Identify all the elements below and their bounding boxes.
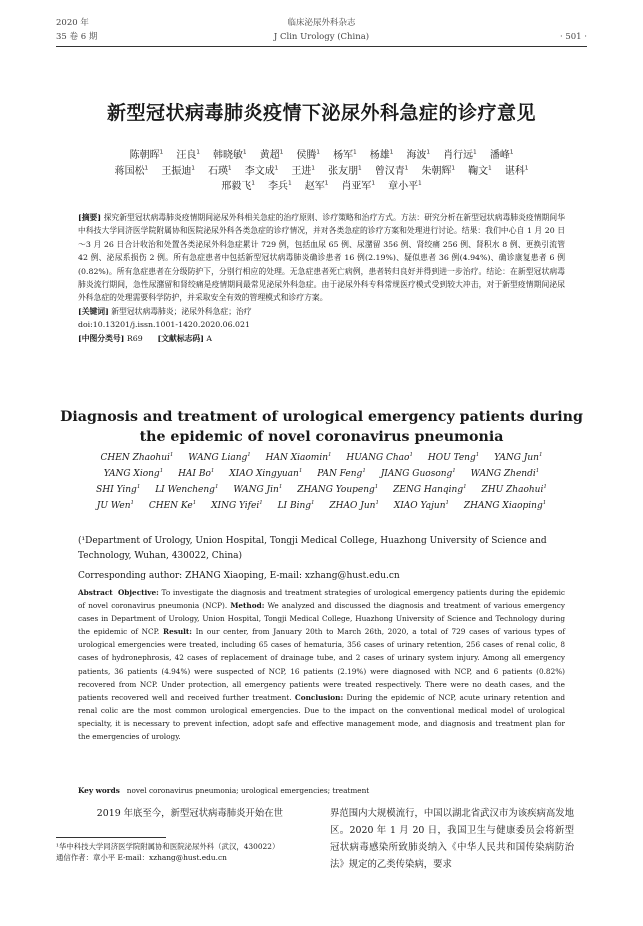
author-affiliation-mark: 1 [542, 500, 547, 506]
header-center [56, 16, 587, 44]
conclusion-label: Conclusion: [294, 692, 344, 702]
class-value: R69 [126, 333, 143, 343]
author-affiliation-mark: 1 [324, 180, 329, 187]
author-name [421, 166, 455, 177]
author-name [188, 453, 251, 463]
author-name [221, 181, 255, 192]
author-name-text: 章小平 [388, 181, 419, 192]
author-name-text: 潘峰 [489, 150, 510, 161]
author-name [245, 166, 279, 177]
author-affiliation-mark: 1 [196, 149, 200, 156]
author-name-text: ZHAO Jun [329, 501, 376, 511]
author-name-text: 石瑛 [208, 165, 229, 177]
author-name-text: WANG Zhendi [470, 469, 536, 479]
doi: doi:10.13201/j.issn.1001-1420.2020.06.021 [78, 320, 250, 330]
author-affiliation-mark: 1 [404, 165, 409, 172]
author-name [211, 501, 263, 511]
author-name [104, 469, 163, 479]
author-name [329, 501, 379, 511]
objective-text: To investigate the diagnosis and treatment strategies of urological emergency patients during the epidemic of novel coronavirus pneumonia (NCP). [78, 588, 565, 611]
author-name-text: 朱朝辉 [421, 165, 452, 177]
footnote-correspondence: 通信作者：章小平 E-mail：xzhang@hust.edu.cn [56, 853, 227, 862]
author-name [233, 485, 282, 495]
author-affiliation-mark: 1 [374, 484, 379, 490]
author-affiliation-mark: 1 [210, 468, 215, 474]
author-name-text: 肖亚军 [341, 181, 372, 192]
author-affiliation-mark: 1 [389, 149, 394, 156]
author-name [394, 501, 449, 511]
author-affiliation-mark: 1 [159, 468, 164, 474]
author-affiliation-mark: 1 [353, 149, 357, 156]
author-name-text: HOU Teng [427, 453, 476, 463]
corresponding-author-english: Corresponding author: ZHANG Xiaoping, E-mail: xzhang@hust.edu.cn [78, 571, 400, 581]
author-name [328, 166, 362, 177]
author-affiliation-mark: 1 [451, 165, 455, 172]
footnote-rule [56, 837, 166, 838]
author-name [260, 150, 284, 161]
author-name-text: 谌科 [504, 165, 525, 177]
author-name [268, 181, 292, 192]
author-affiliation-mark: 1 [130, 500, 134, 506]
author-affiliation-mark: 1 [191, 165, 195, 172]
author-name-text: 赵军 [304, 181, 325, 192]
author-name [96, 485, 140, 495]
author-affiliation-mark: 1 [426, 149, 430, 156]
doc-code-value: A [206, 333, 213, 343]
author-name [278, 501, 315, 511]
keywords-en-value: novel coronavirus pneumonia; urological emergencies; treatment [126, 786, 370, 795]
author-affiliation-mark: 1 [463, 484, 467, 490]
classification [78, 332, 565, 345]
method-text: We analyzed and discussed the diagnosis and treatment of various emergency cases in Department of Urology, Union Hospital, Tongji Medical College, Huazhong University of Science and Technology during the epidemic of NCP. [78, 601, 565, 637]
author-affiliation-mark: 1 [159, 149, 164, 156]
author-affiliation-mark: 1 [445, 500, 450, 506]
author-affiliation-mark: 1 [259, 500, 263, 506]
header-volume-issue: 35 卷 6 期 [56, 32, 98, 42]
header-journal-en: J Clin Urology (China) [273, 32, 370, 42]
author-affiliation-mark: 1 [358, 165, 362, 172]
author-name [494, 453, 542, 463]
author-name-text: 蒋国松 [114, 165, 145, 177]
author-name-text: LI Wencheng [155, 485, 215, 495]
author-name [428, 453, 479, 463]
abstract-english [78, 586, 565, 743]
author-affiliation-mark: 1 [452, 468, 456, 474]
author-affiliation-mark: 1 [311, 165, 315, 172]
header-year: 2020 年 [56, 18, 89, 28]
author-affiliation-mark: 1 [473, 149, 477, 156]
doc-code-label: [文献标志码] [157, 333, 204, 343]
author-name [297, 485, 378, 495]
abstract-en-label: Abstract [78, 588, 113, 597]
author-name [468, 166, 492, 177]
result-text: In our center, from January 20th to March 26th, 2020, a total of 729 cases of various types of urological emergencies were treated, including 65 cases of hematuria, 356 cases of urinary retention, 256 cases of renal colic, 8 cases of hydronephrosis, 42 cases of replacement of drainage tube, and 2 cases of urinary system injury. Among all emergency patients, 36 patients (4.94%) were suspected of NCP, 16 patients (2.19%) were diagnosed with NCP, and 6 patients (0.82%) recovered from NCP. Under protection, all emergency patients were treated respectively. There were no death cases, and the patients recovered well and received further treatment. [78, 627, 566, 702]
result-label: Result: [163, 627, 192, 637]
author-list-english [90, 450, 553, 514]
author-affiliation-mark: 1 [274, 165, 279, 172]
author-name-text: 李兵 [268, 181, 289, 192]
author-name [346, 453, 413, 463]
author-affiliation-mark: 1 [538, 452, 543, 458]
author-name-text: 张友朋 [328, 165, 359, 177]
author-name [333, 150, 357, 161]
author-affiliation-mark: 1 [243, 149, 247, 156]
author-name-text: 邢毅飞 [221, 181, 252, 192]
author-name-text: 杨雄 [369, 150, 390, 161]
author-affiliation-mark: 1 [279, 149, 284, 156]
author-name [443, 150, 477, 161]
author-name-text: 李文成 [244, 165, 275, 177]
objective-label: Objective: [117, 588, 159, 597]
affiliation-english: (¹Department of Urology, Union Hospital, Tongji Medical College, Huazhong University of Science and Technology, Wuhan, 430022, China) [78, 536, 547, 561]
author-affiliation-mark: 1 [228, 165, 232, 172]
author-name [130, 150, 164, 161]
author-name [490, 150, 514, 161]
author-affiliation-mark: 1 [214, 484, 219, 490]
author-name-text: WANG Jin [233, 485, 279, 495]
author-affiliation-mark: 1 [535, 468, 540, 474]
author-name [406, 150, 430, 161]
author-name [370, 150, 394, 161]
author-name-text: JU Wen [96, 501, 131, 511]
author-name [381, 469, 456, 479]
author-name [266, 453, 332, 463]
author-name [155, 485, 218, 495]
author-name-text: ZENG Hanqing [393, 485, 464, 495]
author-name [101, 453, 174, 463]
author-name-text: 陈朝晖 [129, 150, 160, 161]
author-name [505, 166, 529, 177]
abstract-zh-text: 探究新型冠状病毒肺炎疫情期间泌尿外科相关急症的治疗原则、诊疗策略和治疗方式。方法：研究分析在新型冠状病毒肺炎疫情期间华中科技大学同济医学院附属协和医院泌尿外科各类急症的诊疗情况，并对各类急症的诊疗方案和处理进行讨论。结果：我们中心自 1 月 20 日～3 月 26 日合计收治和处置各类泌尿外科急症累计 729 例，包括血尿 65 例、尿潴留 356 例、肾绞痛 256 例、肾积水 8 例、更换引流管 42 例、泌尿系损伤 2 例。所有急症患者中包括新型冠状病毒肺炎确诊患者 16 例(2.19%)、疑似患者 36 例(4.94%)、确诊康复患者 6 例(0.82%)。所有急症患者在分级防护下，分别行相应的处理。无急症患者死亡病例，患者转归良好并得到进一步治疗。结论：在新型冠状病毒肺炎流行期间，急性尿潴留和肾绞痛是疫情期间最常见泌尿外科急症。由于泌尿外科专科常规医疗模式受到较大冲击，对于新型疫情期间泌尿外科急症的处理需要科学防护，并采取安全有效的管理模式和诊疗方案。 [78, 213, 565, 303]
author-affiliation-mark: 1 [288, 180, 292, 187]
author-name [393, 485, 466, 495]
author-name-text: ZHANG Xiaoping [463, 501, 543, 511]
author-name-text: 曾汉青 [374, 165, 405, 177]
author-name [317, 469, 366, 479]
author-list-chinese [104, 148, 539, 195]
author-name [208, 166, 232, 177]
author-name-text: ZHANG Youpeng [297, 485, 375, 495]
author-name [213, 150, 247, 161]
author-name-text: XIAO Yajun [393, 501, 446, 511]
title-english: Diagnosis and treatment of urological emergency patients during the epidemic of novel coronavirus pneumonia [60, 409, 583, 445]
header-page-number: · 501 · [559, 32, 587, 42]
keywords-en-label: Key words [78, 786, 120, 795]
author-name [341, 181, 375, 192]
author-affiliation-mark: 1 [362, 468, 366, 474]
author-affiliation-mark: 1 [488, 165, 492, 172]
author-affiliation-mark: 1 [298, 468, 303, 474]
author-name [176, 150, 200, 161]
author-name-text: 海波 [406, 150, 427, 161]
class-label: [中图分类号] [78, 333, 125, 343]
keywords-zh-value: 新型冠状病毒肺炎；泌尿外科急症；治疗 [111, 306, 252, 316]
author-affiliation-mark: 1 [409, 452, 413, 458]
author-name-text: YANG Jun [494, 453, 539, 463]
author-name [464, 501, 546, 511]
author-affiliation-mark: 1 [144, 165, 149, 172]
keywords-english [78, 785, 565, 797]
author-name [161, 166, 195, 177]
author-name [115, 166, 149, 177]
author-affiliation-mark: 1 [169, 452, 174, 458]
author-name-text: SHI Ying [96, 485, 137, 495]
author-name-text: WANG Liang [188, 453, 248, 463]
author-name [296, 150, 320, 161]
author-affiliation-mark: 1 [418, 180, 422, 187]
author-name-text: HUANG Chao [346, 453, 410, 463]
author-name [375, 166, 409, 177]
body-left-column: 2019 年底至今，新型冠状病毒肺炎开始在世 [96, 808, 284, 819]
author-name [291, 166, 315, 177]
author-name-text: JIANG Guosong [380, 469, 453, 479]
author-name [471, 469, 540, 479]
author-name-text: PAN Feng [317, 469, 363, 479]
author-name [149, 501, 196, 511]
author-name-text: 王振迪 [161, 165, 192, 177]
author-name-text: HAN Xiaomin [265, 453, 329, 463]
body-right-column: 界范围内大规模流行，中国以湖北省武汉市为该疾病高发地区。2020 年 1 月 20 日，我国卫生与健康委员会将新型冠状病毒感染所致肺炎纳入《中华人民共和国传染病防治法》规定的乙类传染病，要求 [330, 808, 574, 870]
keywords-chinese [78, 305, 565, 318]
author-affiliation-mark: 1 [278, 484, 283, 490]
author-name [305, 181, 329, 192]
running-header [56, 16, 587, 46]
author-affiliation-mark: 1 [371, 180, 375, 187]
author-name [97, 501, 134, 511]
header-rule [56, 46, 587, 47]
author-name-text: 侯腾 [296, 150, 317, 161]
author-affiliation-mark: 1 [375, 500, 379, 506]
method-label: Method: [230, 601, 265, 611]
author-name-text: XING Yifei [211, 501, 260, 511]
author-name [481, 485, 546, 495]
author-affiliation-mark: 1 [509, 149, 514, 156]
author-name [229, 469, 302, 479]
author-affiliation-mark: 1 [524, 165, 529, 172]
keywords-zh-label: [关键词] [78, 306, 109, 316]
author-name [388, 181, 422, 192]
author-name-text: 鞠文 [468, 165, 489, 177]
author-affiliation-mark: 1 [328, 452, 332, 458]
abstract-chinese [78, 211, 565, 345]
author-name-text: ZHU Zhaohui [481, 485, 544, 495]
author-name-text: 汪良 [176, 150, 197, 161]
author-name-text: 黄超 [259, 150, 280, 161]
author-affiliation-mark: 1 [136, 484, 141, 490]
author-name-text: 杨军 [333, 150, 354, 161]
author-name-text: HAI Bo [178, 469, 211, 479]
author-name-text: YANG Xiong [103, 469, 160, 479]
author-affiliation-mark: 1 [543, 484, 547, 490]
author-affiliation-mark: 1 [192, 500, 197, 506]
footnote-affiliation: ¹华中科技大学同济医学院附属协和医院泌尿外科（武汉，430022） [56, 842, 280, 851]
author-affiliation-mark: 1 [251, 180, 255, 187]
footnote [56, 841, 318, 863]
author-name-text: LI Bing [277, 501, 312, 511]
author-affiliation-mark: 1 [475, 452, 480, 458]
author-affiliation-mark: 1 [247, 452, 251, 458]
header-journal-zh: 临床泌尿外科杂志 [287, 18, 356, 28]
author-name-text: CHEN Zhaohui [100, 453, 170, 463]
author-name-text: CHEN Ke [148, 501, 193, 511]
author-name-text: XIAO Xingyuan [229, 469, 299, 479]
author-name [178, 469, 214, 479]
title-chinese: 新型冠状病毒肺炎疫情下泌尿外科急症的诊疗意见 [106, 102, 536, 124]
author-name-text: 王进 [291, 165, 312, 177]
conclusion-text: During the epidemic of NCP, acute urinary retention and renal colic are the most common urological emergencies. Due to the impact on the conventional medical model of urological specialty, it is necessary to prevent infection, adopt safe and effective management mode, and diagnosis and treatment plan for the emergencies of urology. [78, 692, 566, 742]
author-affiliation-mark: 1 [316, 149, 320, 156]
author-affiliation-mark: 1 [311, 500, 315, 506]
author-name-text: 肖行远 [443, 150, 474, 161]
author-name-text: 韩晓敏 [213, 150, 244, 161]
abstract-zh-label: [摘要] [78, 213, 102, 222]
